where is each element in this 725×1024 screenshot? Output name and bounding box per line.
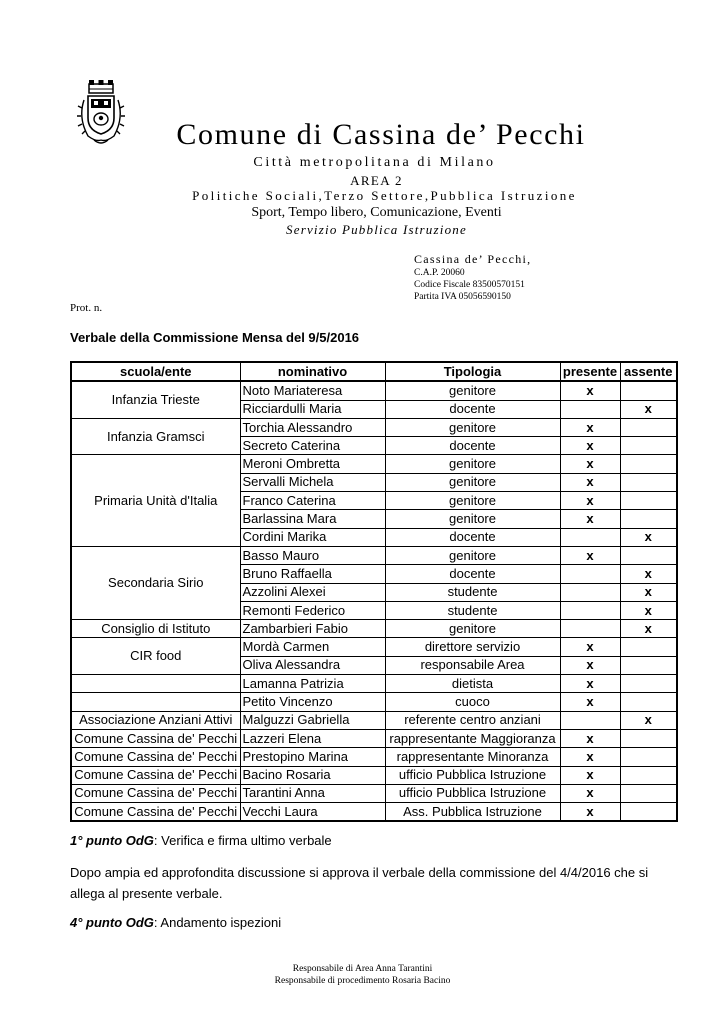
table-row: [71, 638, 677, 656]
cell-type: docente: [385, 528, 560, 546]
column-header-present: presente: [560, 362, 620, 381]
table-header-row: [71, 362, 677, 381]
cell-present: x: [560, 748, 620, 766]
cell-name: Franco Caterina: [240, 492, 385, 510]
cell-present: x: [560, 510, 620, 528]
cell-name: Petito Vincenzo: [240, 693, 385, 711]
minutes-title: Verbale della Commissione Mensa del 9/5/2016: [70, 330, 360, 345]
cell-school: Associazione Anziani Attivi: [71, 711, 240, 729]
cell-school: Comune Cassina de' Pecchi: [71, 748, 240, 766]
address-fiscal-code: Codice Fiscale 83500570151: [414, 280, 525, 290]
address-cap: C.A.P. 20060: [414, 268, 465, 278]
cell-present: x: [560, 381, 620, 400]
cell-absent: x: [620, 565, 677, 583]
cell-present: [560, 528, 620, 546]
cell-name: Cordini Marika: [240, 528, 385, 546]
cell-name: Meroni Ombretta: [240, 455, 385, 473]
cell-absent: [620, 675, 677, 693]
cell-type: genitore: [385, 381, 560, 400]
cell-type: genitore: [385, 546, 560, 564]
cell-present: x: [560, 803, 620, 822]
cell-name: Servalli Michela: [240, 473, 385, 491]
cell-present: x: [560, 766, 620, 784]
cell-type: dietista: [385, 675, 560, 693]
cell-type: genitore: [385, 418, 560, 436]
cell-name: Ricciardulli Maria: [240, 400, 385, 418]
table-row: [71, 455, 677, 473]
cell-school: Consiglio di Istituto: [71, 620, 240, 638]
cell-school: Comune Cassina de' Pecchi: [71, 729, 240, 747]
cell-present: x: [560, 546, 620, 564]
cell-present: x: [560, 418, 620, 436]
cell-absent: [620, 546, 677, 564]
footer: [0, 963, 725, 987]
attendance-table: [70, 361, 678, 822]
cell-name: Zambarbieri Fabio: [240, 620, 385, 638]
cell-absent: [620, 510, 677, 528]
cell-absent: x: [620, 620, 677, 638]
address-vat-number: Partita IVA 05056590150: [414, 292, 511, 302]
cell-present: x: [560, 693, 620, 711]
cell-name: Noto Mariateresa: [240, 381, 385, 400]
cell-type: docente: [385, 565, 560, 583]
table-row: [71, 620, 677, 638]
cell-absent: [620, 638, 677, 656]
column-header-name: nominativo: [240, 362, 385, 381]
cell-name: Bruno Raffaella: [240, 565, 385, 583]
table-row: [71, 766, 677, 784]
cell-name: Lazzeri Elena: [240, 729, 385, 747]
cell-school: [71, 675, 240, 693]
cell-name: Basso Mauro: [240, 546, 385, 564]
cell-absent: [620, 784, 677, 802]
header-line-sport: Sport, Tempo libero, Comunicazione, Eventi: [251, 205, 502, 220]
table-row: [71, 729, 677, 747]
agenda-point-1-text: : Verifica e firma ultimo verbale: [153, 833, 332, 848]
table-row: [71, 675, 677, 693]
cell-present: [560, 601, 620, 619]
cell-present: x: [560, 656, 620, 674]
cell-absent: [620, 693, 677, 711]
cell-present: [560, 711, 620, 729]
cell-present: [560, 565, 620, 583]
page-title: Comune di Cassina de’ Pecchi: [176, 118, 586, 151]
cell-present: x: [560, 455, 620, 473]
cell-name: Vecchi Laura: [240, 803, 385, 822]
column-header-school: scuola/ente: [71, 362, 240, 381]
cell-absent: [620, 381, 677, 400]
cell-school: Infanzia Trieste: [71, 381, 240, 418]
cell-type: direttore servizio: [385, 638, 560, 656]
cell-type: ufficio Pubblica Istruzione: [385, 766, 560, 784]
footer-procedure-manager: Responsabile di procedimento Rosaria Bacino: [274, 976, 451, 986]
cell-present: x: [560, 784, 620, 802]
cell-absent: x: [620, 711, 677, 729]
cell-present: x: [560, 638, 620, 656]
cell-absent: [620, 492, 677, 510]
cell-absent: [620, 766, 677, 784]
cell-type: genitore: [385, 492, 560, 510]
cell-type: ufficio Pubblica Istruzione: [385, 784, 560, 802]
column-header-type: Tipologia: [385, 362, 560, 381]
cell-type: rappresentante Maggioranza: [385, 729, 560, 747]
cell-type: studente: [385, 583, 560, 601]
cell-absent: [620, 437, 677, 455]
cell-name: Mordà Carmen: [240, 638, 385, 656]
cell-school: Secondaria Sirio: [71, 546, 240, 619]
approval-paragraph: Dopo ampia ed approfondita discussione si approva il verbale della commissione del 4/4/2016 che si allega al presente verbale.: [70, 865, 649, 901]
cell-type: referente centro anziani: [385, 711, 560, 729]
cell-school: Comune Cassina de' Pecchi: [71, 803, 240, 822]
footer-area-manager: Responsabile di Area Anna Tarantini: [292, 964, 433, 974]
attendance-table-body: [71, 381, 677, 821]
agenda-point-4-label: 4° punto OdG: [70, 915, 154, 930]
cell-name: Lamanna Patrizia: [240, 675, 385, 693]
table-row: [71, 381, 677, 400]
cell-name: Azzolini Alexei: [240, 583, 385, 601]
cell-type: genitore: [385, 455, 560, 473]
cell-school: CIR food: [71, 638, 240, 675]
cell-absent: x: [620, 528, 677, 546]
cell-absent: [620, 748, 677, 766]
header-line-policies: Politiche Sociali,Terzo Settore,Pubblica Istruzione: [192, 188, 577, 203]
cell-school: Infanzia Gramsci: [71, 418, 240, 455]
cell-absent: x: [620, 400, 677, 418]
cell-school: [71, 693, 240, 711]
table-row: [71, 803, 677, 822]
cell-present: x: [560, 437, 620, 455]
cell-name: Barlassina Mara: [240, 510, 385, 528]
cell-present: x: [560, 675, 620, 693]
header-line-area: AREA 2: [350, 173, 403, 188]
address-block: [414, 252, 531, 303]
cell-type: rappresentante Minoranza: [385, 748, 560, 766]
cell-absent: [620, 455, 677, 473]
cell-name: Torchia Alessandro: [240, 418, 385, 436]
cell-absent: [620, 656, 677, 674]
column-header-absent: assente: [620, 362, 677, 381]
agenda-point-1: [70, 830, 670, 851]
table-row: [71, 748, 677, 766]
cell-type: genitore: [385, 510, 560, 528]
header-line-service: Servizio Pubblica Istruzione: [286, 222, 467, 237]
cell-present: [560, 583, 620, 601]
cell-present: x: [560, 473, 620, 491]
cell-absent: x: [620, 583, 677, 601]
table-row: [71, 784, 677, 802]
cell-present: [560, 400, 620, 418]
cell-type: Ass. Pubblica Istruzione: [385, 803, 560, 822]
cell-present: [560, 620, 620, 638]
cell-type: cuoco: [385, 693, 560, 711]
cell-present: x: [560, 729, 620, 747]
header-line-metropolitan-city: Città metropolitana di Milano: [253, 155, 496, 170]
cell-absent: [620, 473, 677, 491]
cell-school: Primaria Unità d'Italia: [71, 455, 240, 546]
cell-type: responsabile Area: [385, 656, 560, 674]
cell-absent: [620, 418, 677, 436]
address-city: Cassina de’ Pecchi,: [414, 252, 532, 266]
cell-type: studente: [385, 601, 560, 619]
cell-name: Oliva Alessandra: [240, 656, 385, 674]
cell-name: Secreto Caterina: [240, 437, 385, 455]
protocol-number: Prot. n.: [70, 302, 103, 314]
cell-present: x: [560, 492, 620, 510]
cell-absent: [620, 803, 677, 822]
cell-name: Bacino Rosaria: [240, 766, 385, 784]
table-row: [71, 418, 677, 436]
cell-name: Malguzzi Gabriella: [240, 711, 385, 729]
table-row: [71, 693, 677, 711]
cell-name: Prestopino Marina: [240, 748, 385, 766]
agenda-point-1-label: 1° punto OdG: [70, 833, 154, 848]
cell-type: docente: [385, 400, 560, 418]
cell-absent: [620, 729, 677, 747]
cell-type: genitore: [385, 473, 560, 491]
cell-absent: x: [620, 601, 677, 619]
cell-school: Comune Cassina de' Pecchi: [71, 766, 240, 784]
table-row: [71, 546, 677, 564]
cell-type: docente: [385, 437, 560, 455]
cell-school: Comune Cassina de' Pecchi: [71, 784, 240, 802]
cell-name: Tarantini Anna: [240, 784, 385, 802]
table-row: [71, 711, 677, 729]
agenda-point-4: [70, 912, 670, 933]
agenda-point-4-text: : Andamento ispezioni: [153, 915, 282, 930]
cell-name: Remonti Federico: [240, 601, 385, 619]
cell-type: genitore: [385, 620, 560, 638]
